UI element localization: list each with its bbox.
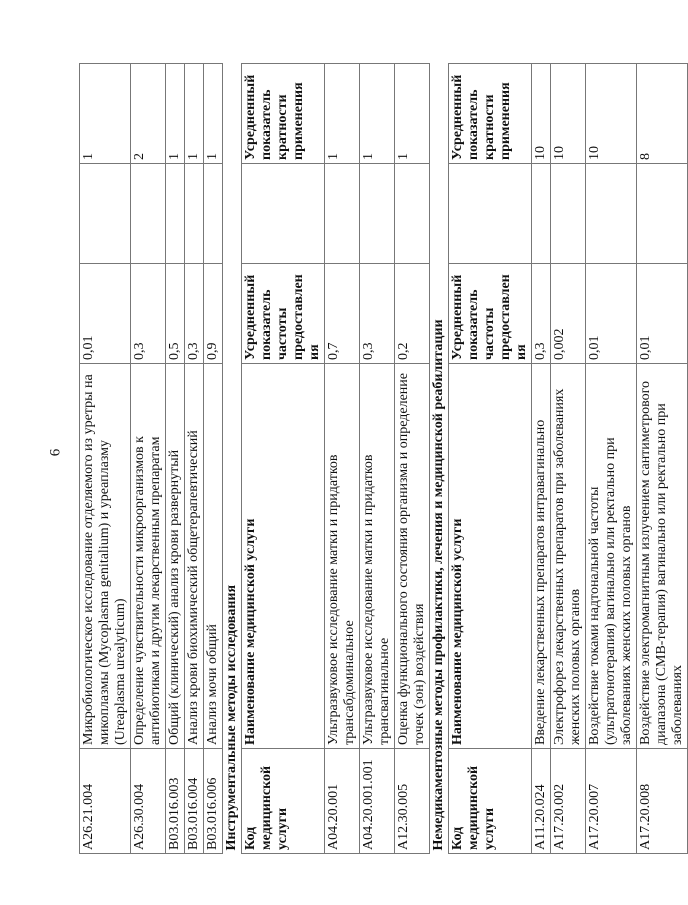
multiplicity-value: 10 [551,64,586,164]
service-code: A04.20.001.001 [360,749,395,854]
header-code: Код медицинской услуги [449,749,532,854]
service-name: Ультразвуковое исследование матки и придатков трансвагинальное [360,364,395,749]
empty-cell [449,164,532,264]
header-name: Наименование медицинской услуги [242,364,325,749]
frequency-value: 0,01 [586,264,637,364]
section-heading-row [223,64,242,854]
header-multiplicity: Усредненный показатель кратности применения [449,64,532,164]
service-name: Определение чувствительности микроорганизмов к антибиотикам и другим лекарственным препаратам [131,364,166,749]
table-row [80,64,131,854]
service-name: Оценка функционального состояния организма и определение точек (зон) воздействия [395,364,430,749]
service-name: Ультразвуковое исследование матки и придатков трансабдоминальное [325,364,360,749]
service-code: A17.20.002 [551,749,586,854]
service-code: B03.016.006 [204,749,223,854]
frequency-value: 0,2 [395,264,430,364]
multiplicity-value: 1 [395,64,430,164]
service-code: A12.30.005 [395,749,430,854]
multiplicity-value: 1 [360,64,395,164]
table-row [551,64,586,854]
header-code: Код медицинской услуги [242,749,325,854]
service-name: Воздействие токами надтональной частоты (ультратонотерапия) вагинально или ректально при заболеваниях женских половых органов [586,364,637,749]
table-row [131,64,166,854]
empty-cell [551,164,586,264]
empty-cell [637,164,688,264]
header-frequency: Усредненный показатель частоты предоставления [449,264,532,364]
empty-cell [586,164,637,264]
multiplicity-value: 1 [166,64,185,164]
empty-cell [242,164,325,264]
service-name: Анализ крови биохимический общетерапевтический [185,364,204,749]
empty-cell [532,164,551,264]
empty-cell [131,164,166,264]
empty-cell [325,164,360,264]
service-code: B03.016.003 [166,749,185,854]
service-name: Введение лекарственных препаратов интравагинально [532,364,551,749]
rotated-table-container [79,64,685,854]
frequency-value: 0,9 [204,264,223,364]
service-code: A17.20.007 [586,749,637,854]
table-row [637,64,688,854]
header-frequency: Усредненный показатель частоты предоставления [242,264,325,364]
frequency-value: 0,01 [637,264,688,364]
multiplicity-value: 1 [325,64,360,164]
service-name: Микробиологическое исследование отделяемого из уретры на микоплазмы (Mycoplasma genitalium) и уреаплазму (Ureaplasma urealyticum) [80,364,131,749]
multiplicity-value: 1 [204,64,223,164]
empty-cell [166,164,185,264]
frequency-value: 0,3 [131,264,166,364]
frequency-value: 0,3 [360,264,395,364]
multiplicity-value: 8 [637,64,688,164]
service-code: A26.21.004 [80,749,131,854]
service-name: Общий (клинический) анализ крови развернутый [166,364,185,749]
table-row [185,64,204,854]
empty-cell [204,164,223,264]
service-code: A11.20.024 [532,749,551,854]
service-code: A17.20.008 [637,749,688,854]
frequency-value: 0,002 [551,264,586,364]
frequency-value: 0,01 [80,264,131,364]
frequency-value: 0,7 [325,264,360,364]
table-row [325,64,360,854]
header-name: Наименование медицинской услуги [449,364,532,749]
table-row [360,64,395,854]
multiplicity-value: 10 [586,64,637,164]
table-row [166,64,185,854]
service-name: Электрофорез лекарственных препаратов при заболеваниях женских половых органов [551,364,586,749]
table-row [586,64,637,854]
multiplicity-value: 10 [532,64,551,164]
empty-cell [360,164,395,264]
table-row [204,64,223,854]
service-code: A26.30.004 [131,749,166,854]
service-name: Воздействие электромагнитным излучением сантиметрового диапазона (СМВ-терапия) вагинально или ректально при заболеваниях [637,364,688,749]
table-row [395,64,430,854]
page-number: 6 [47,448,64,457]
frequency-value: 0,3 [532,264,551,364]
multiplicity-value: 1 [80,64,131,164]
services-table [79,63,688,854]
frequency-value: 0,3 [185,264,204,364]
table-header-row [242,64,325,854]
service-name: Анализ мочи общий [204,364,223,749]
empty-cell [395,164,430,264]
empty-cell [185,164,204,264]
table-row [532,64,551,854]
service-code: A04.20.001 [325,749,360,854]
section-heading-instrumental: Инструментальные методы исследования [223,64,242,854]
table-header-row [449,64,532,854]
empty-cell [80,164,131,264]
header-multiplicity: Усредненный показатель кратности применения [242,64,325,164]
section-heading-row [430,64,449,854]
multiplicity-value: 1 [185,64,204,164]
section-heading-nonmedication: Немедикаментозные методы профилактики, лечения и медицинской реабилитации [430,64,449,854]
service-code: B03.016.004 [185,749,204,854]
multiplicity-value: 2 [131,64,166,164]
frequency-value: 0,5 [166,264,185,364]
